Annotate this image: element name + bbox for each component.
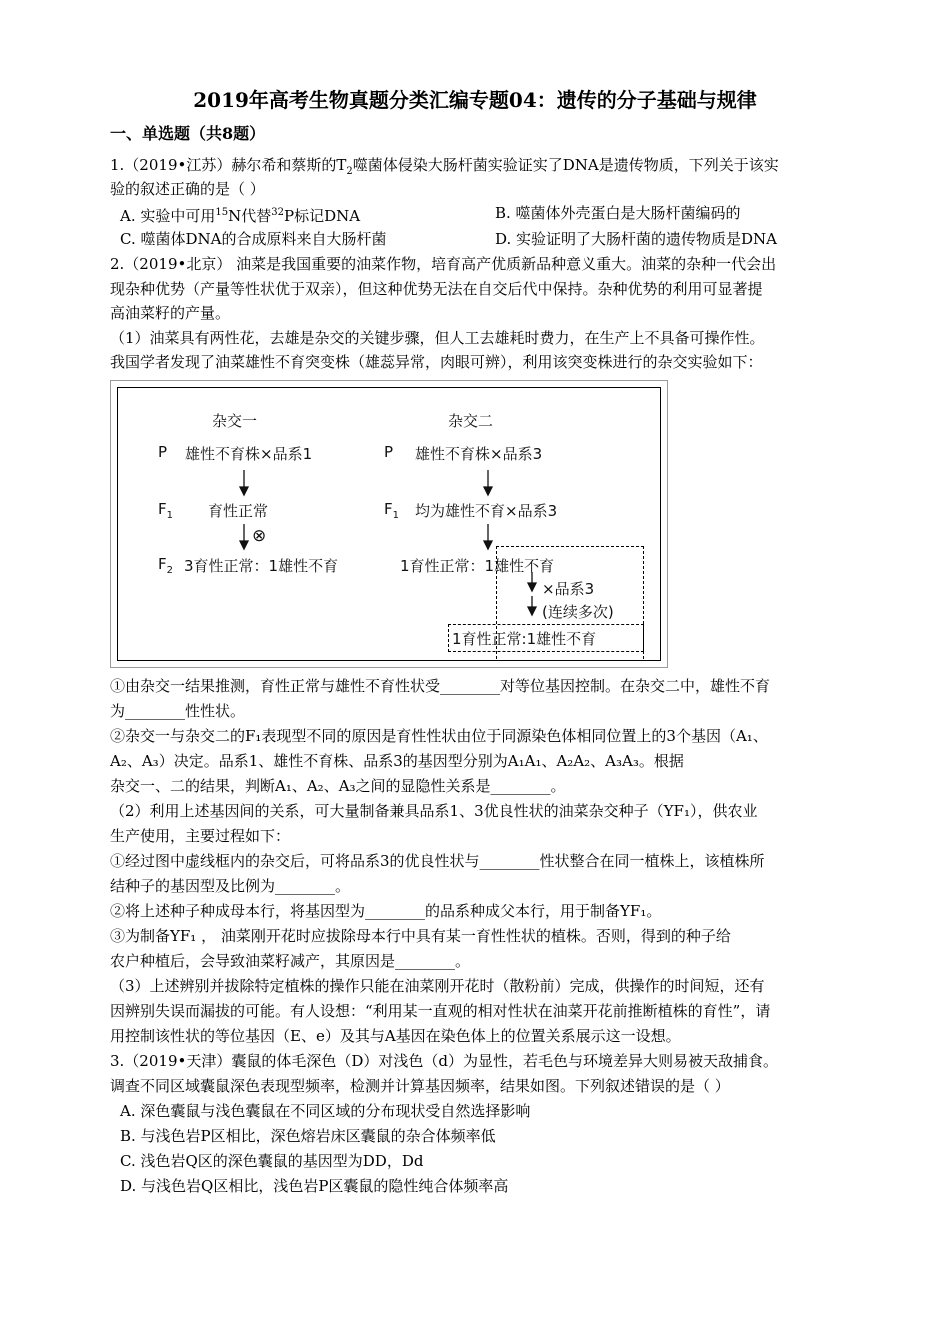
- q2-text-line4: （1）油菜具有两性花，去雄是杂交的关键步骤，但人工去雄耗时费力，在生产上不具备可操作性。: [110, 329, 765, 347]
- q2-part3-line3: 用控制该性状的等位基因（E、e）及其与A基因在染色体上的位置关系展示这一设想。: [110, 1027, 681, 1045]
- cross1-f2: 3育性正常：1雄性不育: [184, 557, 339, 575]
- q2-part1-b-line1: ②杂交一与杂交二的F₁表现型不同的原因是育性性状由位于同源染色体相同位置上的3个基因（A₁、: [110, 727, 768, 745]
- q3-stem-line2: 调查不同区域囊鼠深色表现型频率，检测并计算基因频率，结果如图。下列叙述错误的是（ ）: [110, 1077, 730, 1095]
- q3-option-b: B. 与浅色岩P区相比，深色熔岩床区囊鼠的杂合体频率低: [120, 1127, 496, 1145]
- cross2-result: 1育性正常：1雄性不育: [400, 557, 555, 575]
- q1-option-d: D. 实验证明了大肠杆菌的遗传物质是DNA: [495, 230, 778, 248]
- q2-text-line5: 我国学者发现了油菜雄性不育突变株（雄蕊异常，肉眼可辨），利用该突变株进行的杂交实验如下：: [110, 353, 763, 371]
- q1-stem-line1: 1.（2019•江苏）赫尔希和蔡斯的$T_2$噬菌体侵染大肠杆菌实验证实了DNA是遗传物质，下列关于该实: [110, 156, 779, 177]
- q2-text-line2: 现杂种优势（产量等性状优于双亲），但这种优势无法在自交后代中保持。杂种优势的利用可显著提: [110, 280, 763, 298]
- q3-option-d: D. 与浅色岩Q区相比，浅色岩P区囊鼠的隐性纯合体频率高: [120, 1177, 509, 1195]
- cross-diagram-frame: [117, 387, 661, 661]
- q2-part2-a-line1: ①经过图中虚线框内的杂交后，可将品系3的优良性状与________性状整合在同一植株上，该植株所: [110, 852, 765, 870]
- q2-part2-line1: （2）利用上述基因间的关系，可大量制备兼具品系1、3优良性状的油菜杂交种子（YF₁），供农业: [110, 802, 758, 820]
- q3-option-c: C. 浅色岩Q区的深色囊鼠的基因型为DD，Dd: [120, 1152, 424, 1170]
- q2-part2-b: ②将上述种子种成母本行，将基因型为________的品系种成父本行，用于制备YF₁。: [110, 902, 662, 920]
- q2-text-line3: 高油菜籽的产量。: [110, 304, 231, 322]
- q1-option-c: C. 噬菌体DNA的合成原料来自大肠杆菌: [120, 230, 387, 248]
- q3-option-a: A. 深色囊鼠与浅色囊鼠在不同区域的分布现状受自然选择影响: [120, 1102, 531, 1120]
- q2-part2-a-line2: 结种子的基因型及比例为________。: [110, 877, 351, 895]
- q2-part3-line1: （3）上述辨别并拔除特定植株的操作只能在油菜刚开花时（散粉前）完成，供操作的时间短，还有: [110, 977, 765, 995]
- final-ratio: 1育性正常:1雄性不育: [452, 630, 597, 648]
- q1-stem-line2: 验的叙述正确的是（ ）: [110, 180, 265, 198]
- backcross-label: ×品系3: [542, 580, 595, 598]
- f1-label-2: $F_1$: [384, 500, 400, 521]
- cross1-parents: 雄性不育株×品系1: [185, 445, 313, 463]
- q2-text-line1: 2.（2019•北京） 油菜是我国重要的油菜作物，培育高产优质新品种意义重大。油菜的杂种一代会出: [110, 255, 777, 273]
- cross2-parents: 雄性不育株×品系3: [415, 445, 543, 463]
- q3-stem-line1: 3.（2019•天津）囊鼠的体毛深色（D）对浅色（d）为显性，若毛色与环境差异大则易被天敌捕食。: [110, 1052, 778, 1070]
- q1-option-a: A. 实验中可用$^{15}$N代替$^{32}$P标记DNA: [120, 207, 361, 225]
- q2-part3-line2: 因辨别失误而漏拔的可能。有人设想：“利用某一直观的相对性状在油菜开花前推断植株的育性”，请: [110, 1002, 771, 1020]
- cross2-f1: 均为雄性不育×品系3: [415, 502, 558, 520]
- p-label-2: P: [384, 443, 394, 461]
- q2-part2-c-line2: 农户种植后，会导致油菜籽减产，其原因是________。: [110, 952, 471, 970]
- cross2-title: 杂交二: [448, 412, 494, 430]
- cross1-f1: 育性正常: [208, 502, 269, 520]
- q2-part1-b-line2: A₂、A₃）决定。品系1、雄性不育株、品系3的基因型分别为A₁A₁、A₂A₂、A₃A₃。根据: [110, 752, 684, 770]
- p-label-1: P: [158, 443, 168, 461]
- page-title: 2019年高考生物真题分类汇编专题04：遗传的分子基础与规律: [193, 88, 757, 112]
- q2-part1-b-line3: 杂交一、二的结果，判断A₁、A₂、A₃之间的显隐性关系是________。: [110, 777, 566, 795]
- cross-diagram: [110, 380, 668, 668]
- selfing-symbol: ⊗: [252, 526, 267, 546]
- cross1-title: 杂交一: [212, 412, 258, 430]
- q1-option-b: B. 噬菌体外壳蛋白是大肠杆菌编码的: [495, 204, 741, 222]
- repeat-label: (连续多次): [542, 603, 614, 621]
- f1-label-1: $F_1$: [158, 500, 174, 521]
- f2-label: $F_2$: [158, 555, 174, 576]
- q2-part1-a-line2: 为________性性状。: [110, 702, 246, 720]
- q2-part2-c-line1: ③为制备YF₁ ， 油菜刚开花时应拔除母本行中具有某一育性性状的植株。否则，得到的种子给: [110, 927, 731, 945]
- q2-part2-line2: 生产使用，主要过程如下：: [110, 827, 291, 845]
- q2-part1-a-line1: ①由杂交一结果推测，育性正常与雄性不育性状受________对等位基因控制。在杂交二中，雄性不育: [110, 677, 771, 695]
- section-heading: 一、单选题（共8题）: [110, 124, 266, 143]
